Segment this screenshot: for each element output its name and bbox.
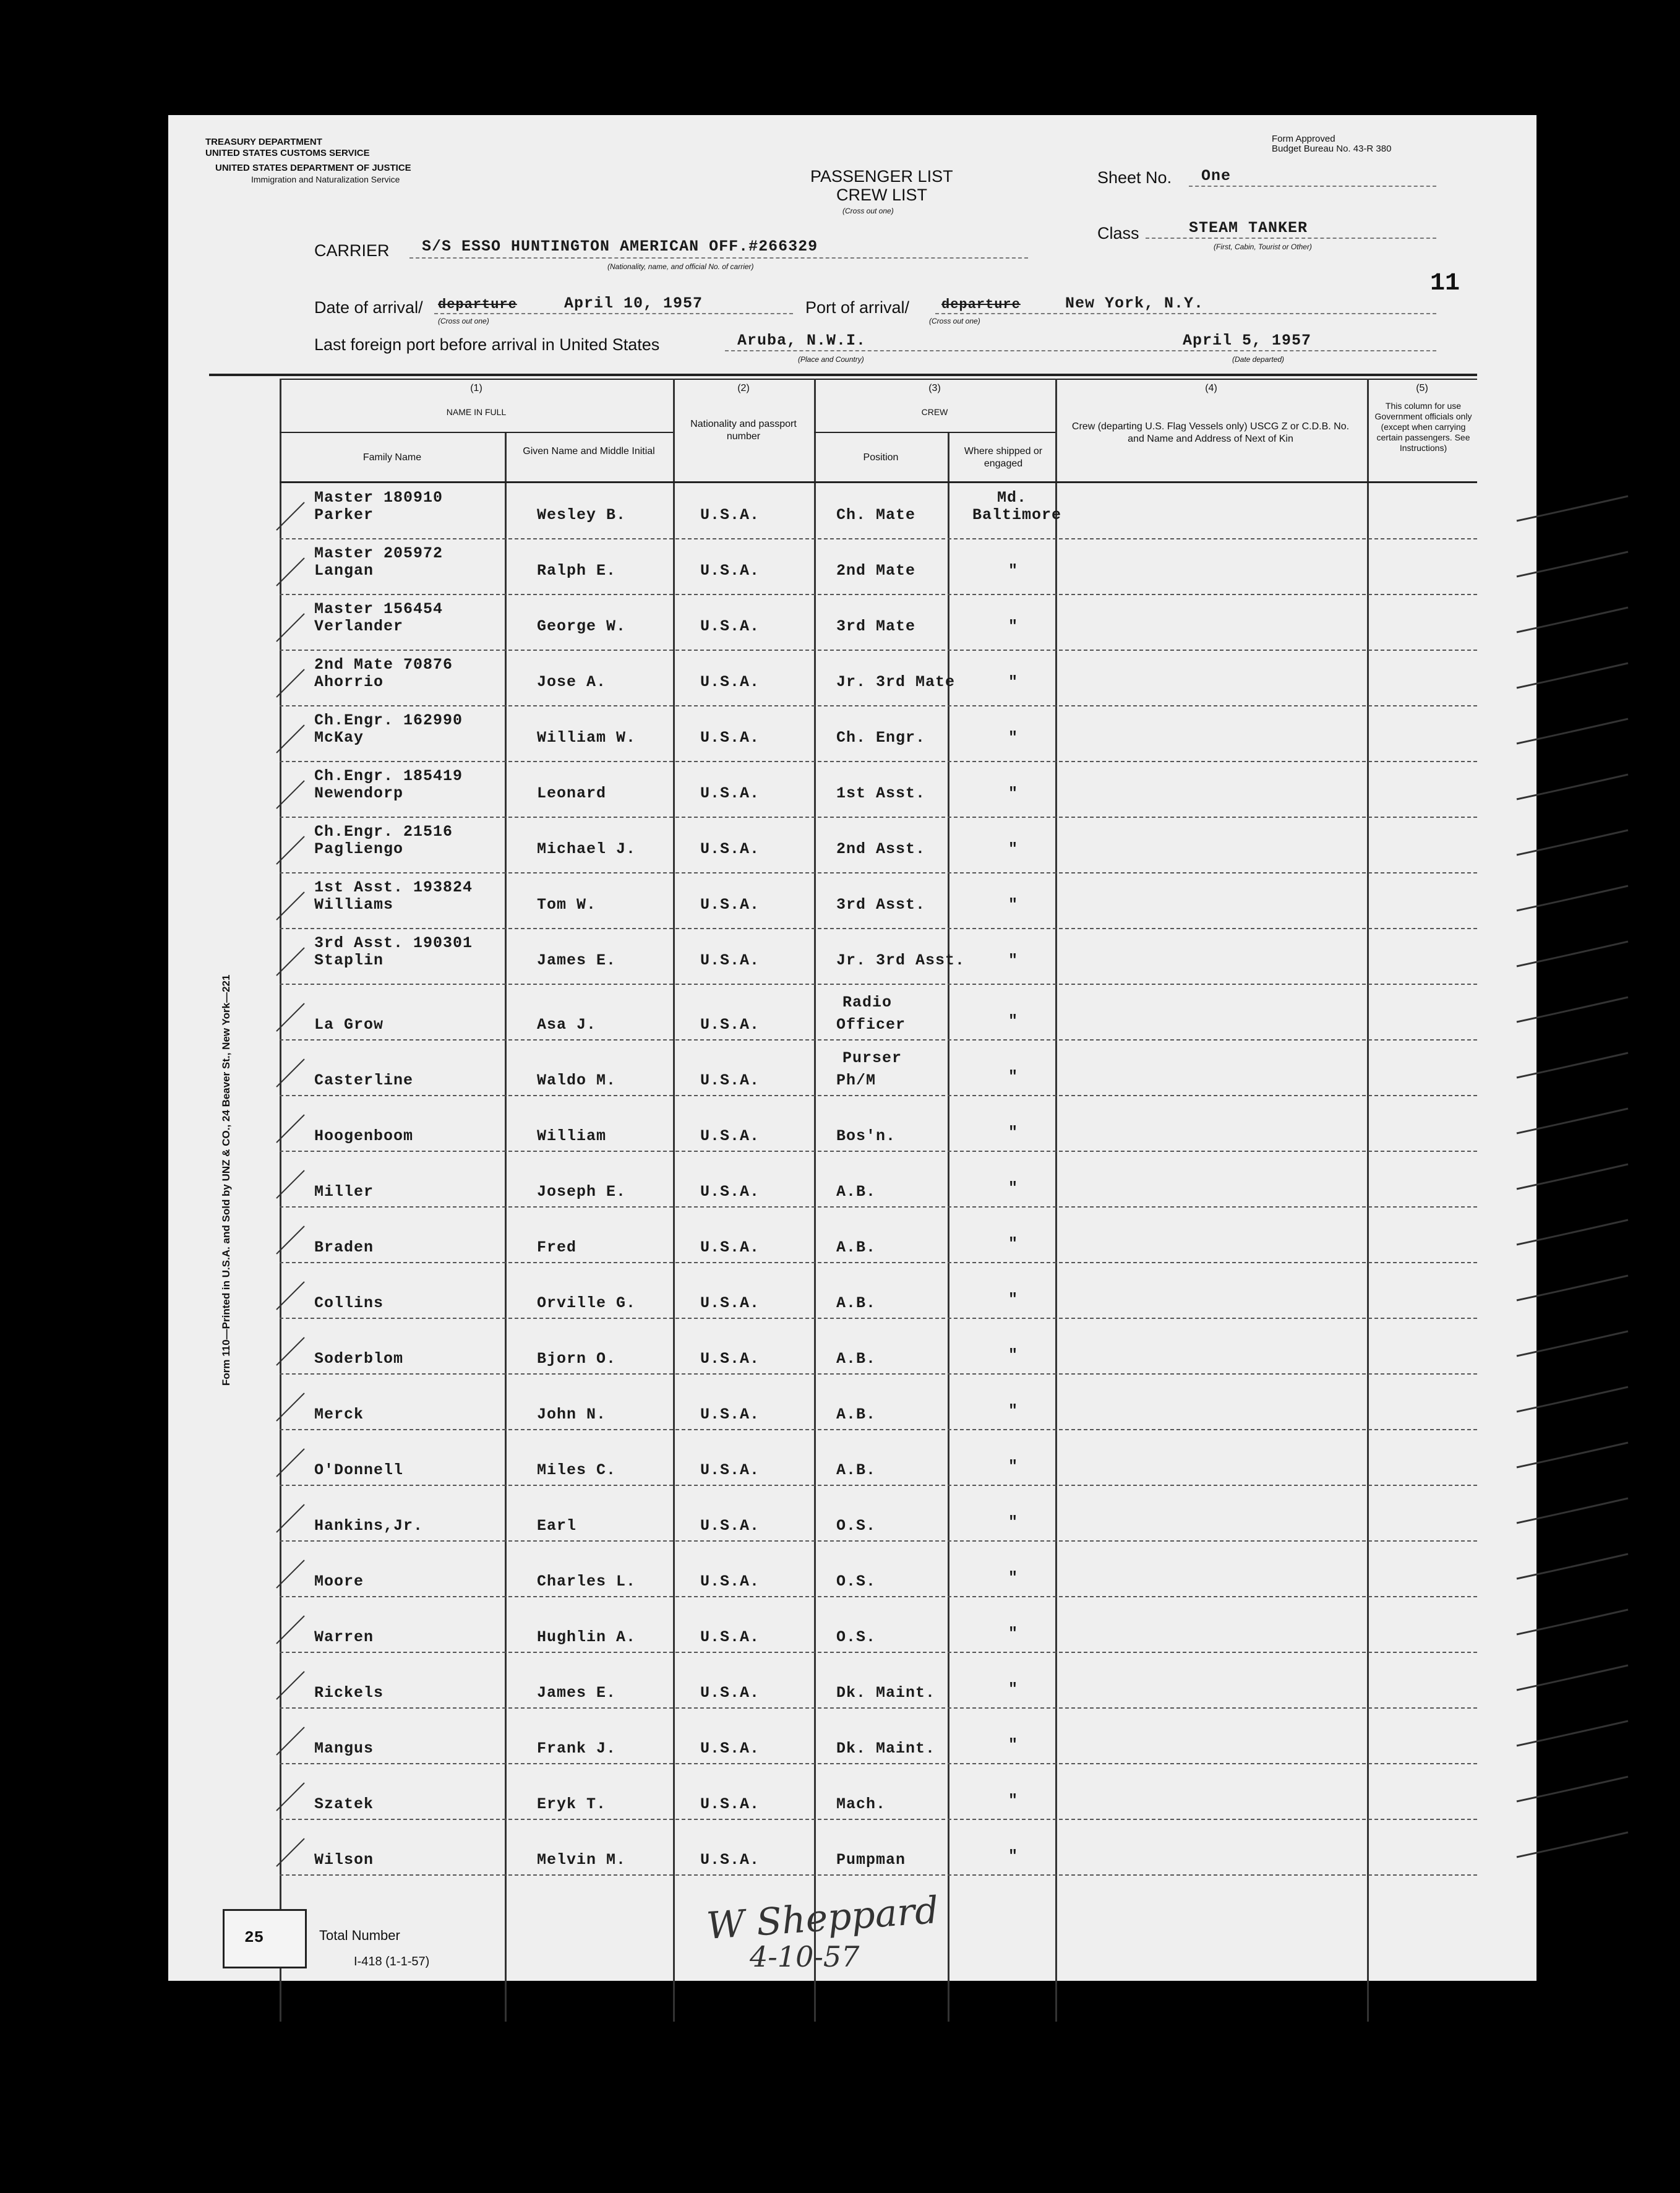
table-row <box>280 1263 1477 1319</box>
family-name: Collins <box>314 1294 384 1312</box>
family-name: Braden <box>314 1238 374 1256</box>
check-mark-icon <box>1511 935 1634 972</box>
check-mark-icon <box>1511 657 1634 694</box>
check-mark-icon <box>1511 824 1634 861</box>
nationality: U.S.A. <box>700 562 760 580</box>
nationality: U.S.A. <box>700 1573 760 1590</box>
shipped-at: " <box>1008 617 1019 635</box>
shipped-at: " <box>1008 1123 1019 1141</box>
sheet-value: One <box>1201 167 1232 185</box>
tick-mark-icon <box>273 1554 311 1591</box>
position: A.B. <box>836 1461 876 1479</box>
total-label: Total Number <box>319 1928 400 1943</box>
family-name: Soderblom <box>314 1350 404 1368</box>
tick-mark-icon <box>273 719 311 756</box>
table-row <box>280 1542 1477 1597</box>
port-label: Port of arrival/ <box>805 298 910 317</box>
position: O.S. <box>836 1628 876 1646</box>
tick-mark-icon <box>273 496 311 533</box>
family-name: Rickels <box>314 1684 384 1702</box>
approval-line-1: Form Approved <box>1272 134 1335 144</box>
agency-line-2: UNITED STATES CUSTOMS SERVICE <box>205 148 370 158</box>
tick-mark-icon <box>273 1053 311 1090</box>
table-row <box>280 985 1477 1041</box>
tick-mark-icon <box>273 1777 311 1814</box>
nationality: U.S.A. <box>700 840 760 858</box>
table-row <box>280 595 1477 651</box>
shipped-at: " <box>1008 673 1019 691</box>
arrival-label: Date of arrival/ <box>314 298 423 317</box>
col1a-heading: Family Name <box>362 452 422 463</box>
total-value: 25 <box>244 1928 264 1947</box>
check-mark-icon <box>1511 768 1634 805</box>
signature: W Sheppard <box>705 1888 940 1949</box>
position: Ch. Mate <box>836 506 916 524</box>
shipped-at: " <box>1008 1624 1019 1642</box>
table-row <box>280 1096 1477 1152</box>
nationality: U.S.A. <box>700 617 760 635</box>
check-mark-icon <box>1511 1659 1634 1696</box>
form-sheet <box>168 115 1536 1981</box>
nationality: U.S.A. <box>700 1795 760 1813</box>
tick-mark-icon <box>273 775 311 812</box>
col1-heading: NAME IN FULL <box>446 407 507 417</box>
family-name: Ahorrio <box>314 673 384 691</box>
form-number: I-418 (1-1-57) <box>354 1955 430 1968</box>
table-row <box>280 1709 1477 1764</box>
tick-mark-icon <box>273 1331 311 1368</box>
check-mark-icon <box>1511 1548 1634 1585</box>
nationality: U.S.A. <box>700 1071 760 1089</box>
check-mark-icon <box>1511 601 1634 638</box>
check-mark-icon <box>1511 1102 1634 1139</box>
shipped-at: " <box>1008 1068 1019 1086</box>
family-name: Miller <box>314 1183 374 1201</box>
given-name: William W. <box>537 729 636 747</box>
table-row <box>280 1597 1477 1653</box>
title-crew-list: CREW LIST <box>836 186 928 204</box>
family-name: Pagliengo <box>314 840 404 858</box>
tick-mark-icon <box>273 1164 311 1201</box>
check-mark-icon <box>1511 1492 1634 1529</box>
position: O.S. <box>836 1573 876 1590</box>
check-mark-icon <box>1511 991 1634 1028</box>
table-row <box>280 1820 1477 1876</box>
tick-mark-icon <box>273 830 311 867</box>
position: Ch. Engr. <box>836 729 926 747</box>
given-name: Eryk T. <box>537 1795 607 1813</box>
nationality: U.S.A. <box>700 1405 760 1423</box>
check-mark-icon <box>1511 1158 1634 1195</box>
family-name: La Grow <box>314 1016 384 1034</box>
col1-num: (1) <box>470 383 482 393</box>
family-name: Merck <box>314 1405 364 1423</box>
port-struck: departure <box>941 297 1021 312</box>
family-name: Langan <box>314 562 374 580</box>
position: Jr. 3rd Asst. <box>836 951 966 969</box>
given-name: Joseph E. <box>537 1183 627 1201</box>
col5-heading: This column for use Government officials only (except when carrying certain passengers. See Instructions) <box>1374 401 1472 453</box>
position: 2nd Mate <box>836 562 916 580</box>
col3-heading: CREW <box>921 407 948 417</box>
position: 2nd Asst. <box>836 840 926 858</box>
approval-line-2: Budget Bureau No. 43-R 380 <box>1272 144 1392 154</box>
tick-mark-icon <box>273 1443 311 1480</box>
given-name: Waldo M. <box>537 1071 617 1089</box>
shipped-at: " <box>1008 1680 1019 1698</box>
table-row <box>280 1208 1477 1263</box>
rank-license: 3rd Asst. 190301 <box>314 934 473 952</box>
check-mark-icon <box>1511 1603 1634 1641</box>
arrival-struck: departure <box>438 297 517 312</box>
family-name: Casterline <box>314 1071 414 1089</box>
tick-mark-icon <box>273 1610 311 1647</box>
agency-line-4: Immigration and Naturalization Service <box>251 174 400 184</box>
nationality: U.S.A. <box>700 673 760 691</box>
given-name: James E. <box>537 1684 617 1702</box>
tick-mark-icon <box>273 607 311 645</box>
given-name: Asa J. <box>537 1016 597 1034</box>
shipped-at: " <box>1008 562 1019 580</box>
check-mark-icon <box>1511 1715 1634 1752</box>
nationality: U.S.A. <box>700 1127 760 1145</box>
position: A.B. <box>836 1294 876 1312</box>
shipped-at: " <box>1008 1346 1019 1364</box>
position: Officer <box>836 1016 906 1034</box>
check-mark-icon <box>1511 1214 1634 1251</box>
table-row <box>280 1764 1477 1820</box>
table-row <box>280 539 1477 595</box>
position: A.B. <box>836 1350 876 1368</box>
check-mark-icon <box>1511 713 1634 750</box>
rank-license: Ch.Engr. 185419 <box>314 767 463 785</box>
shipped-at: " <box>1008 1457 1019 1475</box>
table-row <box>280 1152 1477 1208</box>
table-row <box>280 1041 1477 1096</box>
nationality: U.S.A. <box>700 1851 760 1869</box>
position: Bos'n. <box>836 1127 896 1145</box>
nationality: U.S.A. <box>700 1461 760 1479</box>
shipped-at: " <box>1008 1235 1019 1253</box>
last-port-note: (Place and Country) <box>798 355 864 364</box>
tick-mark-icon <box>273 1220 311 1257</box>
shipped-at: Baltimore <box>972 506 1062 524</box>
check-mark-icon <box>1511 1269 1634 1307</box>
shipped-at: " <box>1008 1012 1019 1030</box>
position: 1st Asst. <box>836 784 926 802</box>
rank-license: 1st Asst. 193824 <box>314 878 473 896</box>
table-row <box>280 929 1477 985</box>
given-name: Frank J. <box>537 1740 617 1757</box>
shipped-at: " <box>1008 1569 1019 1587</box>
given-name: George W. <box>537 617 627 635</box>
shipped-at: " <box>1008 896 1019 914</box>
col5-num: (5) <box>1416 383 1428 393</box>
side-print: Form 110—Printed in U.S.A. and Sold by UNZ & CO., 24 Beaver St., New York—221 <box>220 974 232 1386</box>
shipped-at: " <box>1008 1179 1019 1197</box>
given-name: Orville G. <box>537 1294 636 1312</box>
last-port-date-note: (Date departed) <box>1232 355 1285 364</box>
tick-mark-icon <box>273 1832 311 1869</box>
given-name: James E. <box>537 951 617 969</box>
col1b-heading: Given Name and Middle Initial <box>523 446 655 457</box>
check-mark-icon <box>1511 1381 1634 1418</box>
family-name: Warren <box>314 1628 374 1646</box>
family-name: Wilson <box>314 1851 374 1869</box>
table-row <box>280 1375 1477 1430</box>
shipped-at: " <box>1008 840 1019 858</box>
col3b-heading: Where shipped or engaged <box>964 446 1043 469</box>
given-name: Earl <box>537 1517 577 1535</box>
port-value: New York, N.Y. <box>1065 294 1204 312</box>
class-value: STEAM TANKER <box>1189 219 1308 237</box>
col2-heading: Nationality and passport number <box>690 419 797 442</box>
position: A.B. <box>836 1183 876 1201</box>
family-name: O'Donnell <box>314 1461 404 1479</box>
nationality: U.S.A. <box>700 1016 760 1034</box>
total-box <box>223 1909 307 1968</box>
tick-mark-icon <box>273 552 311 589</box>
nationality: U.S.A. <box>700 1684 760 1702</box>
family-name: Parker <box>314 506 374 524</box>
given-name: Tom W. <box>537 896 597 914</box>
nationality: U.S.A. <box>700 1238 760 1256</box>
tick-mark-icon <box>273 997 311 1034</box>
class-note: (First, Cabin, Tourist or Other) <box>1214 242 1312 251</box>
position: 3rd Asst. <box>836 896 926 914</box>
rank-license: Master 156454 <box>314 600 444 618</box>
check-mark-icon <box>1511 1325 1634 1362</box>
given-name: Fred <box>537 1238 577 1256</box>
shipped-at: " <box>1008 1513 1019 1531</box>
position: A.B. <box>836 1238 876 1256</box>
table-row <box>280 1319 1477 1375</box>
position: Dk. Maint. <box>836 1684 936 1702</box>
table-row <box>280 762 1477 818</box>
sheet-label: Sheet No. <box>1097 168 1172 187</box>
shipped-at: " <box>1008 951 1019 969</box>
signature-date: 4-10-57 <box>750 1940 860 1973</box>
table-row <box>280 1653 1477 1709</box>
col4-num: (4) <box>1205 383 1217 393</box>
class-label: Class <box>1097 224 1139 242</box>
family-name: Newendorp <box>314 784 404 802</box>
given-name: Ralph E. <box>537 562 617 580</box>
given-name: Charles L. <box>537 1573 636 1590</box>
family-name: Verlander <box>314 617 404 635</box>
nationality: U.S.A. <box>700 729 760 747</box>
family-name: Moore <box>314 1573 364 1590</box>
given-name: Hughlin A. <box>537 1628 636 1646</box>
tick-mark-icon <box>273 1498 311 1535</box>
tick-mark-icon <box>273 1109 311 1146</box>
position: A.B. <box>836 1405 876 1423</box>
family-name: Hoogenboom <box>314 1127 414 1145</box>
carrier-note: (Nationality, name, and official No. of carrier) <box>607 262 754 271</box>
check-mark-icon <box>1511 1047 1634 1084</box>
tick-mark-icon <box>273 1721 311 1758</box>
page-number: 11 <box>1430 270 1460 298</box>
given-name: Miles C. <box>537 1461 617 1479</box>
check-mark-icon <box>1511 880 1634 917</box>
given-name: John N. <box>537 1405 607 1423</box>
given-name: William <box>537 1127 607 1145</box>
rank-license: Ch.Engr. 162990 <box>314 711 463 729</box>
tick-mark-icon <box>273 942 311 979</box>
last-port-label: Last foreign port before arrival in United States <box>314 335 660 354</box>
family-name: Szatek <box>314 1795 374 1813</box>
check-mark-icon <box>1511 546 1634 583</box>
tick-mark-icon <box>273 1387 311 1424</box>
port-note: (Cross out one) <box>929 317 980 325</box>
nationality: U.S.A. <box>700 506 760 524</box>
nationality: U.S.A. <box>700 1183 760 1201</box>
rank-license: Master 180910 <box>314 489 444 507</box>
shipped-at: " <box>1008 729 1019 747</box>
shipped-at: " <box>1008 1290 1019 1308</box>
tick-mark-icon <box>273 663 311 700</box>
rank-license: Ch.Engr. 21516 <box>314 823 453 841</box>
title-note: (Cross out one) <box>842 207 894 215</box>
nationality: U.S.A. <box>700 896 760 914</box>
table-row <box>280 1430 1477 1486</box>
title-passenger-list: PASSENGER LIST <box>810 167 953 186</box>
nationality: U.S.A. <box>700 951 760 969</box>
col3-num: (3) <box>928 383 941 393</box>
nationality: U.S.A. <box>700 1628 760 1646</box>
position: Dk. Maint. <box>836 1740 936 1757</box>
shipped-at: " <box>1008 784 1019 802</box>
family-name: Staplin <box>314 951 384 969</box>
nationality: U.S.A. <box>700 784 760 802</box>
position: Pumpman <box>836 1851 906 1869</box>
tick-mark-icon <box>273 1276 311 1313</box>
col3a-heading: Position <box>863 452 899 463</box>
family-name: Williams <box>314 896 394 914</box>
nationality: U.S.A. <box>700 1740 760 1757</box>
table-row <box>280 873 1477 929</box>
table-row <box>280 818 1477 873</box>
carrier-label: CARRIER <box>314 241 390 260</box>
last-port-value: Aruba, N.W.I. <box>737 332 867 350</box>
col4-heading: Crew (departing U.S. Flag Vessels only) USCG Z or C.D.B. No. and Name and Address of Next of Kin <box>1071 421 1350 444</box>
given-name: Leonard <box>537 784 607 802</box>
check-mark-icon <box>1511 1770 1634 1808</box>
position: 3rd Mate <box>836 617 916 635</box>
check-mark-icon <box>1511 490 1634 527</box>
position: O.S. <box>836 1517 876 1535</box>
given-name: Michael J. <box>537 840 636 858</box>
agency-line-1: TREASURY DEPARTMENT <box>205 137 322 147</box>
last-port-date: April 5, 1957 <box>1183 332 1312 350</box>
nationality: U.S.A. <box>700 1517 760 1535</box>
tick-mark-icon <box>273 886 311 923</box>
table-row <box>280 1486 1477 1542</box>
check-mark-icon <box>1511 1826 1634 1863</box>
nationality: U.S.A. <box>700 1294 760 1312</box>
col2-num: (2) <box>737 383 750 393</box>
table-row <box>280 706 1477 762</box>
shipped-at: " <box>1008 1402 1019 1420</box>
table-row <box>280 484 1477 539</box>
given-name: Melvin M. <box>537 1851 627 1869</box>
shipped-at: " <box>1008 1792 1019 1809</box>
position: Jr. 3rd Mate <box>836 673 956 691</box>
check-mark-icon <box>1511 1436 1634 1474</box>
position-line-1: Radio <box>842 994 893 1011</box>
arrival-note: (Cross out one) <box>438 317 489 325</box>
table-row <box>280 651 1477 706</box>
shipped-state: Md. <box>997 489 1027 507</box>
nationality: U.S.A. <box>700 1350 760 1368</box>
given-name: Wesley B. <box>537 506 627 524</box>
given-name: Bjorn O. <box>537 1350 617 1368</box>
carrier-value: S/S ESSO HUNTINGTON AMERICAN OFF.#266329 <box>422 238 818 255</box>
position: Ph/M <box>836 1071 876 1089</box>
position-line-1: Purser <box>842 1049 902 1067</box>
rank-license: 2nd Mate 70876 <box>314 656 453 674</box>
arrival-date: April 10, 1957 <box>564 294 703 312</box>
family-name: Hankins,Jr. <box>314 1517 424 1535</box>
agency-line-3: UNITED STATES DEPARTMENT OF JUSTICE <box>215 163 411 173</box>
shipped-at: " <box>1008 1847 1019 1865</box>
rank-license: Master 205972 <box>314 544 444 562</box>
shipped-at: " <box>1008 1736 1019 1754</box>
given-name: Jose A. <box>537 673 607 691</box>
family-name: McKay <box>314 729 364 747</box>
tick-mark-icon <box>273 1665 311 1702</box>
family-name: Mangus <box>314 1740 374 1757</box>
position: Mach. <box>836 1795 886 1813</box>
